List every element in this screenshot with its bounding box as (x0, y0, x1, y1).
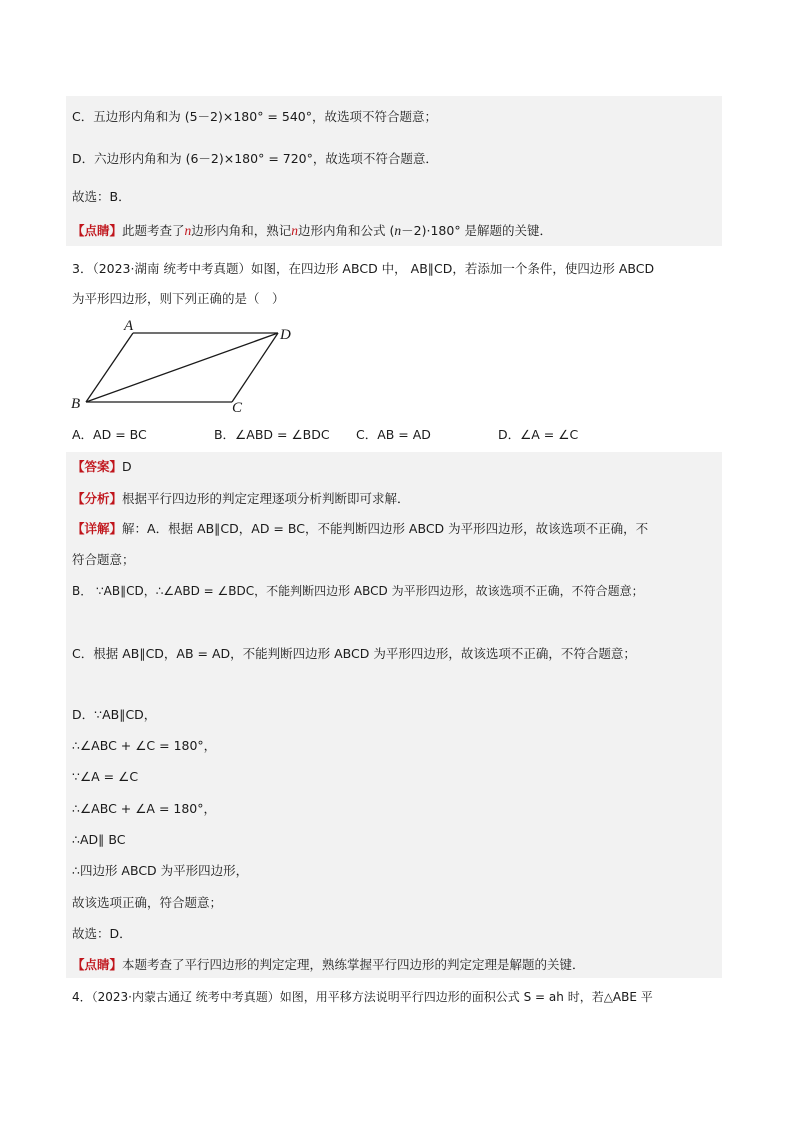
comment-tag: 【点睛】 (72, 957, 123, 972)
q3-detail-line2: 符合题意； (72, 552, 135, 567)
q3-d-step-3: ∵∠A = ∠C (72, 769, 139, 784)
diagonal-bd (86, 333, 278, 402)
option-c: C．AB = AD (355, 427, 431, 442)
q3-detail-line1 (72, 520, 648, 538)
comment-text-c: 边形内角和公式 ( (298, 223, 395, 238)
comment-text-d: －2)·180° 是解题的关键． (401, 223, 553, 238)
label-d: D (280, 327, 291, 343)
q3-stem-line1: 3．（2023·湖南 统考中考真题）如图，在四边形 ABCD 中， AB∥CD，若添加一个条件，使四边形 ABCD (72, 261, 655, 276)
q3-analysis-line (72, 490, 410, 508)
q3-parallelogram-figure (66, 312, 316, 418)
comment-var-n: n (184, 223, 192, 238)
label-c: C (232, 400, 243, 416)
q3-d-step-1: D．∵AB∥CD， (72, 707, 157, 722)
analysis-text: 根据平行四边形的判定定理逐项分析判断即可求解． (122, 491, 410, 506)
answer-tag: 【答案】 (72, 459, 123, 474)
prev-option-d-line: D．六边形内角和为 (6－2)×180° = 720°，故选项不符合题意． (72, 151, 438, 166)
q3-d-step-4: ∴∠ABC + ∠A = 180°， (72, 801, 217, 816)
q3-c-line: C．根据 AB∥CD，AB = AD，不能判断四边形 ABCD 为平形四边形，故该选项不正确，不符合题意； (72, 646, 636, 661)
comment-text-a: 此题考查了 (122, 223, 185, 238)
comment-text-b: 边形内角和，熟记 (191, 223, 292, 238)
answer-value: D (122, 459, 132, 474)
comment-var-n: n (394, 223, 402, 238)
q3-answer-line (72, 458, 132, 476)
edge-cd (232, 333, 278, 402)
q3-stem-line2: 为平形四边形，则下列正确的是（ ） (72, 291, 285, 306)
prev-answer-line: 故选：B． (72, 189, 131, 204)
detail-tag: 【详解】 (72, 521, 123, 536)
comment-tag: 【点睛】 (72, 223, 123, 238)
prev-comment-line (72, 222, 552, 240)
comment-var-n: n (291, 223, 299, 238)
analysis-tag: 【分析】 (72, 491, 123, 506)
q3-b-line: B． ∵AB∥CD，∴∠ABD = ∠BDC，不能判断四边形 ABCD 为平形四边形，故该选项不正确，不符合题意； (72, 584, 644, 598)
q3-d-step-5: ∴AD∥ BC (72, 832, 126, 847)
option-a: A．AD = BC (72, 427, 147, 442)
q3-final-answer: 故选：D． (72, 926, 132, 941)
comment-text: 本题考查了平行四边形的判定定理，熟练掌握平行四边形的判定定理是解题的关键． (122, 957, 585, 972)
option-d: D．∠A = ∠C (497, 427, 579, 442)
q3-options (72, 426, 578, 444)
label-a: A (124, 318, 134, 334)
label-b: B (71, 396, 81, 412)
option-b: B．∠ABD = ∠BDC (213, 427, 330, 442)
q3-d-step-7: 故该选项正确，符合题意； (72, 895, 223, 910)
q4-stem-line1: 4．（2023·内蒙古通辽 统考中考真题）如图，用平移方法说明平行四边形的面积公式 S = ah 时，若△ABE 平 (72, 990, 653, 1004)
detail-text: 解：A．根据 AB∥CD，AD = BC，不能判断四边形 ABCD 为平形四边形，故该选项不正确，不 (122, 521, 649, 536)
prev-option-c-line: C．五边形内角和为 (5－2)×180° = 540°，故选项不符合题意； (72, 109, 437, 124)
q3-comment-line (72, 956, 585, 974)
q3-d-step-6: ∴四边形 ABCD 为平形四边形， (72, 863, 249, 878)
edge-ad-top (86, 333, 133, 402)
q3-d-step-2: ∴∠ABC + ∠C = 180°， (72, 738, 217, 753)
